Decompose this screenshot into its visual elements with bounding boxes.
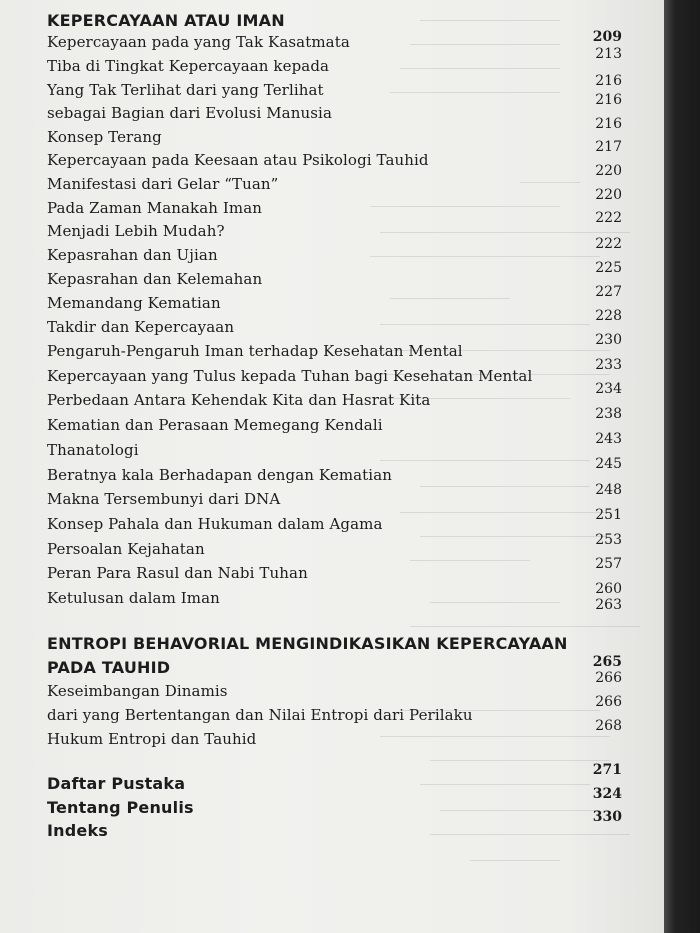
toc-back-page: 324 [592,786,622,802]
toc-entry-title: sebagai Bagian dari Evolusi Manusia [47,104,332,122]
toc-entry-page: 216 [595,73,622,89]
toc-entry[interactable] [0,507,664,537]
toc-entry-title: Kematian dan Perasaan Memegang Kendali [47,416,383,434]
book-spine-shadow [664,0,700,933]
toc-entry-title: Manifestasi dari Gelar “Tuan” [47,175,279,193]
toc-entry-title: Thanatologi [47,441,139,459]
toc-entry-page: 225 [595,260,622,276]
toc-back-page: 330 [592,809,622,825]
toc-entry[interactable] [0,332,664,364]
toc-entry-page: 260 [595,581,622,597]
toc-entry-title: Makna Tersembunyi dari DNA [47,490,281,508]
toc-entry[interactable] [0,556,664,586]
toc-heading-page: 265 [592,654,622,670]
toc-back-page: 271 [592,762,622,778]
toc-entry-title: Peran Para Rasul dan Nabi Tuhan [47,564,308,582]
toc-entry-title: Keseimbangan Dinamis [47,682,228,700]
toc-entry-page: 243 [595,431,622,447]
toc-entry-title: Kepercayaan pada yang Tak Kasatmata [47,33,350,51]
toc-entry[interactable] [0,284,664,316]
toc-entry-title: Pada Zaman Manakah Iman [47,199,263,217]
toc-entry-page: 220 [595,187,622,203]
toc-entry[interactable] [0,308,664,340]
toc-entry-page: 216 [595,116,622,132]
toc-entry-title: Kepercayaan pada Keesaan atau Psikologi Tauhid [47,151,429,169]
toc-entry-title: Konsep Pahala dan Hukuman dalam Agama [47,515,383,533]
toc-entry-page: 266 [595,670,622,686]
toc-entry-title: Yang Tak Terlihat dari yang Terlihat [47,81,324,99]
toc-entry[interactable] [0,139,664,173]
toc-entry-title: Beratnya kala Berhadapan dengan Kematian [47,466,393,484]
toc-heading-title-line1: ENTROPI BEHAVORIAL MENGINDIKASIKAN KEPERCAYAAN [47,634,568,653]
toc-entry-page: 216 [595,92,622,108]
toc-entry[interactable] [0,694,664,728]
toc-entry[interactable] [0,163,664,197]
toc-entry-page: 217 [595,139,622,155]
toc-entry[interactable] [0,482,664,512]
toc-entry-page: 268 [595,718,622,734]
toc-back-tentang-penulis[interactable] [0,786,664,820]
toc-entry-page: 266 [595,694,622,710]
toc-entry-page: 234 [595,381,622,397]
toc-entry[interactable] [0,718,664,752]
toc-heading-entropi-line2[interactable] [0,654,664,680]
toc-entry-page: 220 [595,163,622,179]
toc-entry-page: 222 [595,210,622,226]
toc-entry-title: Takdir dan Kepercayaan [47,318,235,336]
toc-entry[interactable] [0,260,664,292]
toc-entry-page: 253 [595,532,622,548]
toc-entry[interactable] [0,236,664,268]
toc-entry-title: Memandang Kematian [47,294,221,312]
toc-entry[interactable] [0,33,664,62]
toc-entry-page: 248 [595,482,622,498]
toc-entry-title: Persoalan Kejahatan [47,540,205,558]
toc-back-daftar-pustaka[interactable] [0,762,664,796]
toc-entry[interactable] [0,670,664,704]
toc-heading-title-line2: PADA TAUHID [47,658,171,677]
toc-entry-page: 257 [595,556,622,572]
toc-entry-title: Menjadi Lebih Mudah? [47,222,225,240]
toc-entry[interactable] [0,357,664,389]
toc-entry[interactable] [0,456,664,488]
toc-entry-title: Hukum Entropi dan Tauhid [47,730,257,748]
toc-entry[interactable] [0,532,664,562]
toc-entry-title: Konsep Terang [47,128,162,146]
toc-entry-page: 228 [595,308,622,324]
toc-heading-entropi[interactable] [0,634,664,656]
toc-entry[interactable] [0,210,664,244]
toc-entry-page: 238 [595,406,622,422]
toc-entry[interactable] [0,92,664,126]
toc-heading-page: 209 [592,29,622,45]
toc-entry-page: 245 [595,456,622,472]
toc-entry[interactable] [0,431,664,463]
toc-entry[interactable] [0,116,664,150]
toc-entry-page: 230 [595,332,622,348]
toc-entry[interactable] [0,406,664,438]
toc-entry-title: Pengaruh-Pengaruh Iman terhadap Kesehatan Mental [47,342,463,360]
toc-entry-title: Kepasrahan dan Kelemahan [47,270,263,288]
toc-entry-title: Kepasrahan dan Ujian [47,246,218,264]
toc-back-title: Daftar Pustaka [47,774,186,793]
toc-heading-title: KEPERCAYAAN ATAU IMAN [47,11,285,30]
toc-entry-page: 233 [595,357,622,373]
toc-back-title: Tentang Penulis [47,798,194,817]
toc-entry-title: Perbedaan Antara Kehendak Kita dan Hasrat Kita [47,391,431,409]
toc-entry[interactable] [0,381,664,413]
toc-entry-page: 227 [595,284,622,300]
toc-entry[interactable] [0,57,664,79]
toc-entry-page: 213 [595,46,622,62]
toc-entry-page: 263 [595,597,622,613]
toc-entry[interactable] [0,73,664,103]
toc-entry-title: Ketulusan dalam Iman [47,589,220,607]
toc-entry-title: dari yang Bertentangan dan Nilai Entropi dari Perilaku [47,706,473,724]
toc-entry-title: Kepercayaan yang Tulus kepada Tuhan bagi Kesehatan Mental [47,367,533,385]
toc-entry-title: Tiba di Tingkat Kepercayaan kepada [47,57,330,75]
toc-back-title: Indeks [47,821,109,840]
toc-back-indeks[interactable] [0,809,664,843]
toc-entry-page: 251 [595,507,622,523]
toc-entry-page: 222 [595,236,622,252]
toc-entry[interactable] [0,187,664,221]
